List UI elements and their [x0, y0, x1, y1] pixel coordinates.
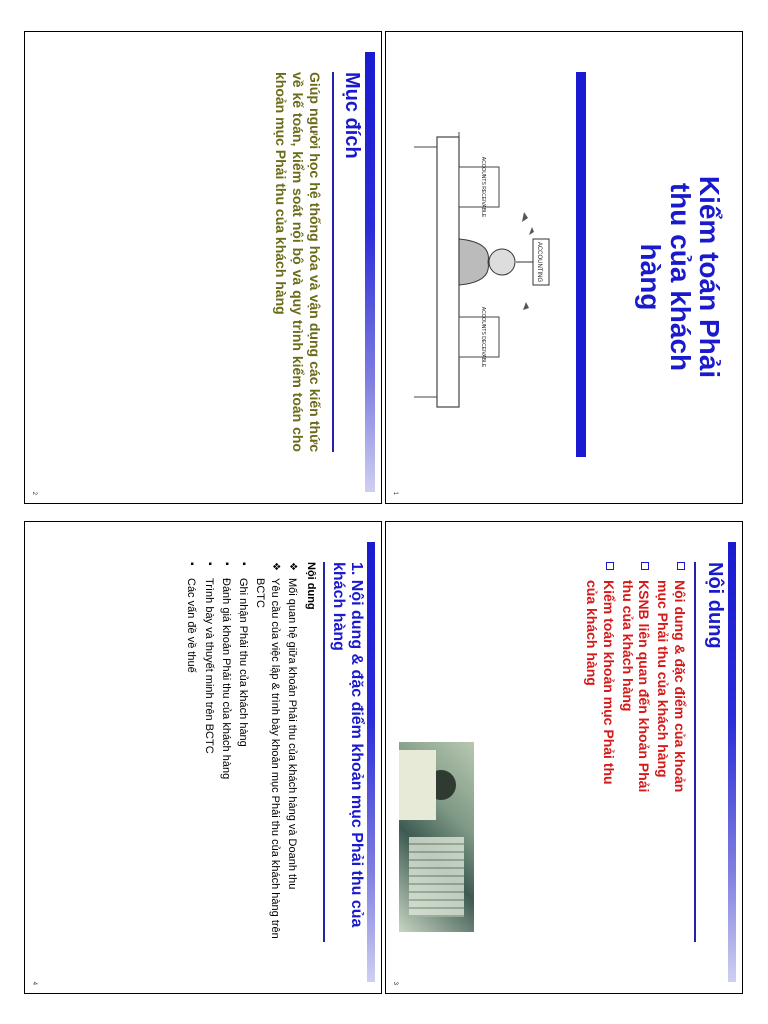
list-item: KSNB liên quan đến khoản Phải thu của khách hàng	[619, 562, 653, 812]
list-item: ❖ Yêu cầu của việc lập & trình bày khoản mục Phải thu của khách hàng trên BCTC	[254, 562, 281, 939]
list-item: Nội dung & đặc điểm của khoản mục Phải thu của khách hàng	[654, 562, 688, 812]
content-list	[181, 562, 299, 942]
square-bullet-icon: ▪	[220, 562, 232, 566]
accounting-sign: ACCOUNTING	[536, 241, 542, 283]
contents-list	[581, 562, 688, 812]
list-item: ❖ Mối quan hệ giữa khoản Phải thu của khách hàng và Doanh thu	[286, 562, 298, 890]
square-bullet-icon	[641, 562, 649, 570]
accounting-cartoon	[404, 127, 554, 417]
square-bullet-icon	[677, 562, 685, 570]
right-tray-label: ACCOUNTS DECEIVABLE	[480, 306, 486, 368]
subheading: Nội dung	[305, 562, 317, 610]
list-item: ▪ Đánh giá khoản Phải thu của khách hàng	[219, 562, 232, 780]
square-bullet-icon: ▪	[186, 562, 198, 566]
diamond-bullet-icon: ❖	[287, 562, 298, 571]
page-number: 3	[392, 981, 398, 985]
slide-4	[24, 521, 382, 994]
slide-2	[24, 31, 382, 504]
slide-3	[385, 521, 743, 994]
slide-heading: Mục đích	[341, 72, 363, 159]
square-bullet-icon: ▪	[203, 562, 215, 566]
list-item: ▪ Các vấn đề về thuế	[185, 562, 198, 673]
list-item: ▪ Ghi nhận Phải thu của khách hàng	[237, 562, 250, 747]
slide-heading: 1. Nội dung & đặc điểm khoản mục Phải thu của khách hàng	[329, 562, 365, 928]
square-bullet-icon: ▪	[238, 562, 250, 566]
slide-title: Kiểm toán Phải thu của khách hàng	[635, 175, 725, 379]
slide-1	[385, 31, 743, 504]
left-tray-label: ACCOUNTS RECEIVABLE	[480, 156, 486, 218]
page-number: 2	[31, 491, 37, 495]
diamond-bullet-icon: ❖	[269, 562, 281, 571]
title-accent-bar	[576, 72, 586, 457]
purpose-text: Giúp người học hệ thống hóa và vận dụng các kiến thức về kế toán, kiểm soát nội bộ và quy trình kiểm toán cho khoản mục Phải thu của khách hàng	[272, 72, 323, 452]
top-gradient-bar	[365, 52, 375, 492]
slide-heading: Nội dung	[704, 562, 726, 649]
list-item: ▪ Trình bày và thuyết minh trên BCTC	[202, 562, 215, 754]
heading-underline	[323, 562, 325, 942]
top-gradient-bar	[367, 542, 375, 982]
square-bullet-icon	[606, 562, 614, 570]
office-photo	[399, 742, 474, 932]
list-item: Kiểm toán khoản mục Phải thu của khách hàng	[583, 562, 617, 812]
page-number: 1	[392, 491, 398, 495]
top-gradient-bar	[728, 542, 736, 982]
heading-underline	[694, 562, 696, 942]
page-number: 4	[31, 981, 37, 985]
heading-underline	[332, 72, 334, 452]
